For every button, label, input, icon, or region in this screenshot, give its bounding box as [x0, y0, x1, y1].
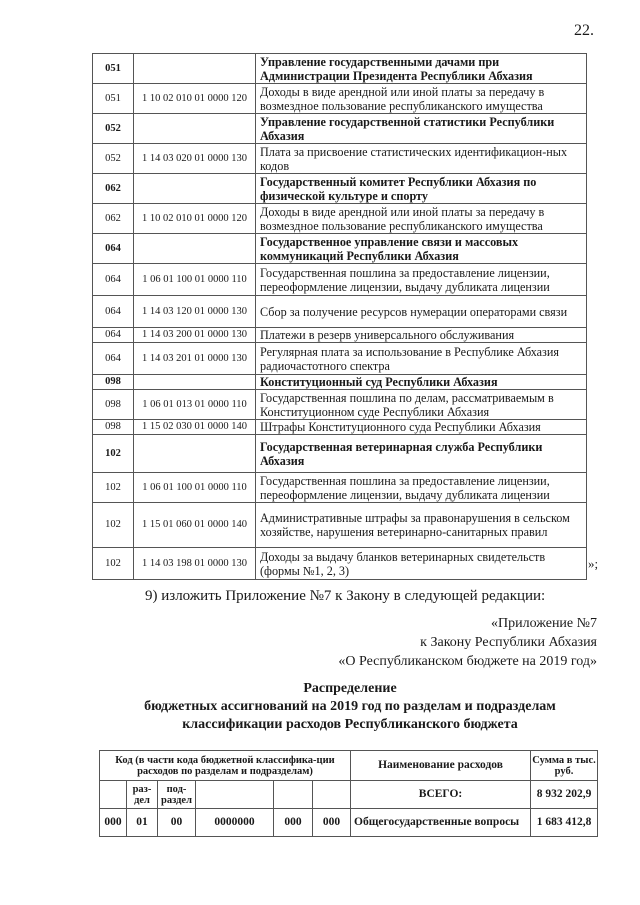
table-row-administrator	[93, 174, 587, 204]
revenue-name: Доходы в виде арендной или иной платы за передачу в возмездное пользование республиканского имущества	[256, 204, 587, 234]
revenue-code: 1 15 01 060 01 0000 140	[134, 503, 256, 548]
admin-code: 064	[93, 328, 134, 343]
revenue-name: Административные штрафы за правонарушения в сельском хозяйстве, нарушения ветеринарно-санитарных правил	[256, 503, 587, 548]
title-line-2: бюджетных ассигнований на 2019 год по разделам и подразделам	[144, 699, 556, 714]
appendix-line-2: к Закону Республики Абхазия	[420, 635, 597, 650]
admin-code: 102	[93, 473, 134, 503]
revenue-code: 1 06 01 100 01 0000 110	[134, 264, 256, 296]
expense-sum: 1 683 412,8	[531, 809, 598, 837]
revenue-codes-table	[92, 53, 587, 580]
revenue-name: Государственный комитет Республики Абхазия по физической культуре и спорту	[256, 174, 587, 204]
table-row	[93, 548, 587, 580]
revenue-code: 1 14 03 120 01 0000 130	[134, 296, 256, 328]
table-row	[100, 809, 598, 837]
revenue-name: Конституционный суд Республики Абхазия	[256, 375, 587, 390]
admin-code: 052	[93, 114, 134, 144]
admin-code: 064	[93, 234, 134, 264]
table-row	[93, 503, 587, 548]
code-admin: 000	[100, 809, 127, 837]
revenue-code	[134, 234, 256, 264]
revenue-name: Государственная ветеринарная служба Республики Абхазия	[256, 435, 587, 473]
revenue-name: Сбор за получение ресурсов нумерации операторами связи	[256, 296, 587, 328]
admin-code: 051	[93, 54, 134, 84]
revenue-code	[134, 375, 256, 390]
page-number: 22.	[574, 22, 594, 39]
table-row	[93, 264, 587, 296]
name-header: Наименование расходов	[351, 751, 531, 781]
revenue-name: Регулярная плата за использование в Республике Абхазия радиочастотного спектра	[256, 343, 587, 375]
table-row-administrator	[93, 114, 587, 144]
revenue-code	[134, 114, 256, 144]
table-row-administrator	[93, 234, 587, 264]
document-title	[80, 680, 620, 734]
revenue-name: Плата за присвоение статистических идентификацион-ных кодов	[256, 144, 587, 174]
admin-code: 062	[93, 204, 134, 234]
title-line-1: Распределение	[303, 681, 397, 696]
admin-code: 102	[93, 503, 134, 548]
sum-header: Сумма в тыс. руб.	[531, 751, 598, 781]
admin-code: 062	[93, 174, 134, 204]
amendment-paragraph: 9) изложить Приложение №7 к Закону в следующей редакции:	[145, 588, 546, 604]
appendix-line-3: «О Республиканском бюджете на 2019 год»	[338, 654, 597, 669]
admin-code: 064	[93, 296, 134, 328]
table-row	[93, 473, 587, 503]
expense-distribution-table	[99, 750, 598, 837]
table-row	[93, 420, 587, 435]
table-row-administrator	[93, 54, 587, 84]
revenue-name: Доходы в виде арендной или иной платы за передачу в возмездное пользование республиканского имущества	[256, 84, 587, 114]
subsection-header: под-раздел	[158, 781, 196, 809]
code-section: 01	[127, 809, 158, 837]
code-header: Код (в части кода бюджетной классифика-ции расходов по разделам и подразделам)	[100, 751, 351, 781]
admin-code: 098	[93, 390, 134, 420]
admin-code: 064	[93, 264, 134, 296]
revenue-code	[134, 435, 256, 473]
revenue-code: 1 14 03 198 01 0000 130	[134, 548, 256, 580]
code-col-1	[100, 781, 127, 809]
table-row	[93, 84, 587, 114]
revenue-code: 1 06 01 013 01 0000 110	[134, 390, 256, 420]
table-row-administrator	[93, 435, 587, 473]
revenue-code: 1 06 01 100 01 0000 110	[134, 473, 256, 503]
code-type: 000	[274, 809, 313, 837]
admin-code: 052	[93, 144, 134, 174]
appendix-line-1: «Приложение №7	[491, 616, 597, 631]
code-col-4	[196, 781, 274, 809]
code-target: 0000000	[196, 809, 274, 837]
title-line-3: классификации расходов Республиканского бюджета	[182, 717, 518, 732]
section-header: раз-дел	[127, 781, 158, 809]
revenue-code: 1 10 02 010 01 0000 120	[134, 204, 256, 234]
revenue-name: Государственная пошлина по делам, рассматриваемым в Конституционном суде Республики Абхазия	[256, 390, 587, 420]
code-col-6	[313, 781, 351, 809]
table-row	[93, 296, 587, 328]
appendix-header	[338, 614, 597, 671]
revenue-code: 1 15 02 030 01 0000 140	[134, 420, 256, 435]
total-row	[100, 781, 598, 809]
table-row	[93, 343, 587, 375]
table-row	[93, 328, 587, 343]
table-row-administrator	[93, 375, 587, 390]
revenue-code	[134, 54, 256, 84]
admin-code: 098	[93, 375, 134, 390]
revenue-code: 1 10 02 010 01 0000 120	[134, 84, 256, 114]
revenue-name: Доходы за выдачу бланков ветеринарных свидетельств (формы №1, 2, 3)	[256, 548, 587, 580]
closing-quote-mark: »;	[588, 556, 599, 571]
revenue-name: Управление государственными дачами при Администрации Президента Республики Абхазия	[256, 54, 587, 84]
total-label: ВСЕГО:	[351, 781, 531, 809]
table-header-row	[100, 751, 598, 781]
revenue-name: Платежи в резерв универсального обслуживания	[256, 328, 587, 343]
code-col-5	[274, 781, 313, 809]
revenue-name: Государственная пошлина за предоставление лицензии, переоформление лицензии, выдачу дубликата лицензии	[256, 473, 587, 503]
revenue-name: Государственное управление связи и массовых коммуникаций Республики Абхазия	[256, 234, 587, 264]
admin-code: 064	[93, 343, 134, 375]
admin-code: 051	[93, 84, 134, 114]
admin-code: 098	[93, 420, 134, 435]
revenue-name: Управление государственной статистики Республики Абхазия	[256, 114, 587, 144]
admin-code: 102	[93, 548, 134, 580]
revenue-code	[134, 174, 256, 204]
code-kosgu: 000	[313, 809, 351, 837]
expense-name: Общегосударственные вопросы	[351, 809, 531, 837]
revenue-code: 1 14 03 201 01 0000 130	[134, 343, 256, 375]
revenue-code: 1 14 03 200 01 0000 130	[134, 328, 256, 343]
table-row	[93, 204, 587, 234]
revenue-name: Государственная пошлина за предоставление лицензии, переоформление лицензии, выдачу дубликата лицензии	[256, 264, 587, 296]
table-row	[93, 390, 587, 420]
code-subsection: 00	[158, 809, 196, 837]
admin-code: 102	[93, 435, 134, 473]
revenue-code: 1 14 03 020 01 0000 130	[134, 144, 256, 174]
total-sum: 8 932 202,9	[531, 781, 598, 809]
revenue-name: Штрафы Конституционного суда Республики Абхазия	[256, 420, 587, 435]
table-row	[93, 144, 587, 174]
